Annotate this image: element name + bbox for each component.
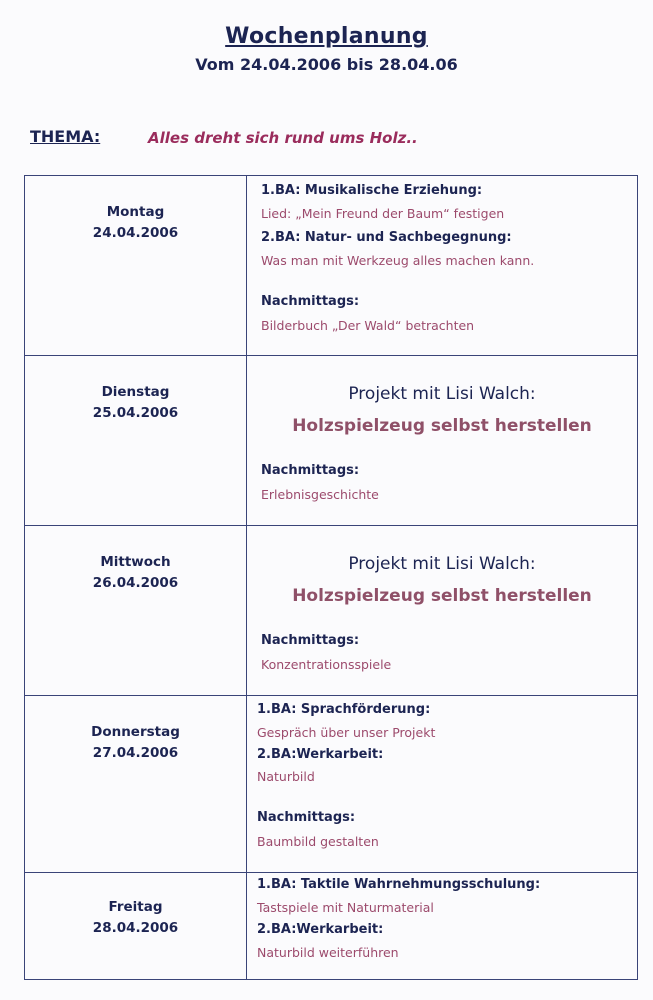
theme-line [30, 127, 418, 147]
ba2-heading: 2.BA: Natur- und Sachbegegnung: [261, 230, 512, 245]
day-row-donnerstag [25, 696, 637, 873]
week-plan-table [24, 175, 638, 980]
afternoon-detail: Baumbild gestalten [257, 834, 379, 849]
day-date: 25.04.2006 [92, 405, 179, 421]
activities-cell [247, 873, 637, 979]
theme-label: THEMA: [30, 127, 101, 146]
project-title: Projekt mit Lisi Walch: [348, 384, 536, 404]
afternoon-heading: Nachmittags: [261, 463, 360, 478]
theme-value: Alles dreht sich rund ums Holz.. [148, 129, 418, 147]
day-cell [25, 356, 247, 525]
day-date: 26.04.2006 [92, 575, 179, 591]
ba2-heading: 2.BA:Werkarbeit: [257, 747, 384, 762]
day-name: Freitag [108, 899, 163, 915]
afternoon-detail: Erlebnisgeschichte [261, 487, 379, 502]
ba2-detail: Naturbild weiterführen [257, 945, 399, 960]
activities-cell [247, 356, 637, 525]
activities-cell [247, 176, 637, 355]
day-name: Dienstag [101, 384, 170, 400]
ba1-heading: 1.BA: Musikalische Erziehung: [261, 183, 483, 198]
day-row-montag [25, 176, 637, 356]
day-cell [25, 176, 247, 355]
activities-cell [247, 696, 637, 872]
day-date: 28.04.2006 [92, 920, 179, 936]
page-title: Wochenplanung [225, 24, 428, 49]
afternoon-heading: Nachmittags: [261, 294, 360, 309]
project-title: Projekt mit Lisi Walch: [348, 554, 536, 574]
afternoon-detail: Bilderbuch „Der Wald“ betrachten [261, 318, 475, 333]
date-range: Vom 24.04.2006 bis 28.04.06 [195, 55, 458, 74]
ba2-detail: Naturbild [257, 769, 315, 784]
day-date: 27.04.2006 [92, 745, 179, 761]
header [0, 24, 653, 74]
day-cell [25, 696, 247, 872]
ba1-detail: Lied: „Mein Freund der Baum“ festigen [261, 206, 505, 221]
ba1-heading: 1.BA: Sprachförderung: [257, 702, 431, 717]
project-subtitle: Holzspielzeug selbst herstellen [292, 416, 592, 436]
ba1-detail: Tastspiele mit Naturmaterial [257, 900, 434, 915]
day-cell [25, 873, 247, 979]
afternoon-detail: Konzentrationsspiele [261, 657, 392, 672]
ba2-detail: Was man mit Werkzeug alles machen kann. [261, 253, 535, 268]
afternoon-heading: Nachmittags: [261, 633, 360, 648]
day-cell [25, 526, 247, 695]
day-row-mittwoch [25, 526, 637, 696]
activities-cell [247, 526, 637, 695]
ba2-heading: 2.BA:Werkarbeit: [257, 922, 384, 937]
afternoon-heading: Nachmittags: [257, 810, 356, 825]
day-row-dienstag [25, 356, 637, 526]
day-date: 24.04.2006 [92, 225, 179, 241]
day-name: Donnerstag [91, 724, 180, 740]
ba1-detail: Gespräch über unser Projekt [257, 725, 436, 740]
day-name: Montag [106, 204, 165, 220]
ba1-heading: 1.BA: Taktile Wahrnehmungsschulung: [257, 877, 541, 892]
project-subtitle: Holzspielzeug selbst herstellen [292, 586, 592, 606]
day-name: Mittwoch [100, 554, 171, 570]
day-row-freitag [25, 873, 637, 979]
